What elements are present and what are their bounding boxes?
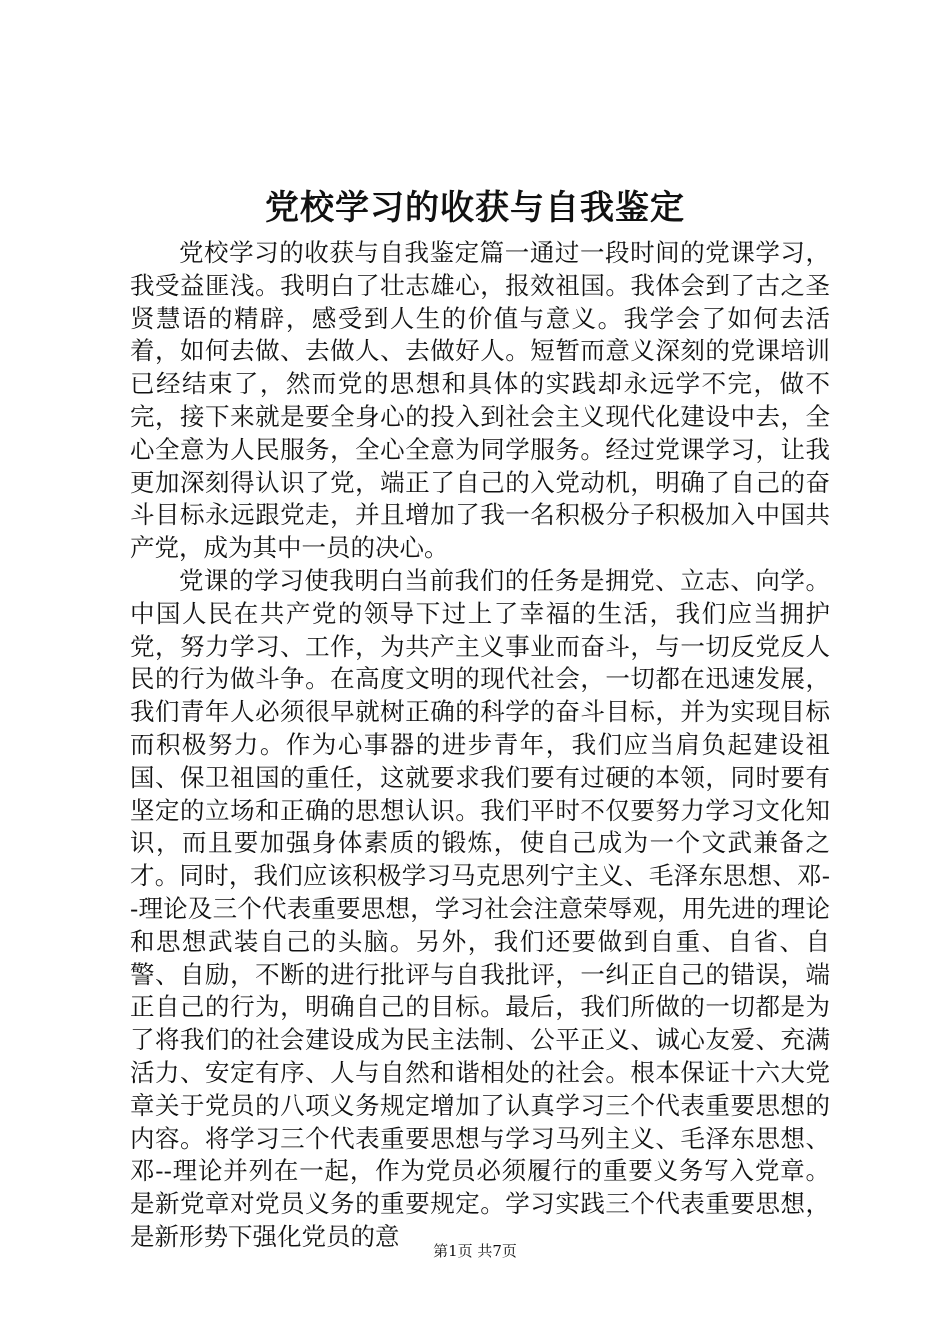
document-body	[130, 237, 830, 1254]
paragraph-1: 党校学习的收获与自我鉴定篇一通过一段时间的党课学习，我受益匪浅。我明白了壮志雄心，报效祖国。我体会到了古之圣贤慧语的精辟，感受到人生的价值与意义。我学会了如何去活着，如何去做、去做人、去做好人。短暂而意义深刻的党课培训已经结束了，然而党的思想和具体的实践却永远学不完，做不完，接下来就是要全身心的投入到社会主义现代化建设中去，全心全意为人民服务，全心全意为同学服务。经过党课学习，让我更加深刻得认识了党，端正了自己的入党动机，明确了自己的奋斗目标永远跟党走，并且增加了我一名积极分子积极加入中国共产党，成为其中一员的决心。	[130, 238, 830, 563]
document-title: 党校学习的收获与自我鉴定	[265, 188, 685, 228]
paragraph-2: 党课的学习使我明白当前我们的任务是拥党、立志、向学。中国人民在共产党的领导下过上了幸福的生活，我们应当拥护党，努力学习、工作，为共产主义事业而奋斗，与一切反党反人民的行为做斗争。在高度文明的现代社会，一切都在迅速发展，我们青年人必须很早就树正确的科学的奋斗目标，并为实现目标而积极努力。作为心事器的进步青年，我们应当肩负起建设祖国、保卫祖国的重任，这就要求我们要有过硬的本领，同时要有坚定的立场和正确的思想认识。我们平时不仅要努力学习文化知识，而且要加强身体素质的锻炼，使自己成为一个文武兼备之才。同时，我们应该积极学习马克思列宁主义、毛泽东思想、邓--理论及三个代表重要思想，学习社会注意荣辱观，用先进的理论和思想武装自己的头脑。另外，我们还要做到自重、自省、自警、自励，不断的进行批评与自我批评，一纠正自己的错误，端正自己的行为，明确自己的目标。最后，我们所做的一切都是为了将我们的社会建设成为民主法制、公平正义、诚心友爱、充满活力、安定有序、人与自然和谐相处的社会。根本保证十六大党章关于党员的八项义务规定增加了认真学习三个代表重要思想的内容。将学习三个代表重要思想与学习马列主义、毛泽东思想、邓--理论并列在一起，作为党员必须履行的重要义务写入党章。是新党章对党员义务的重要规定。学习实践三个代表重要思想，是新形势下强化党员的意	[130, 565, 830, 1251]
page-number-footer: 第1页 共7页	[433, 1242, 517, 1260]
